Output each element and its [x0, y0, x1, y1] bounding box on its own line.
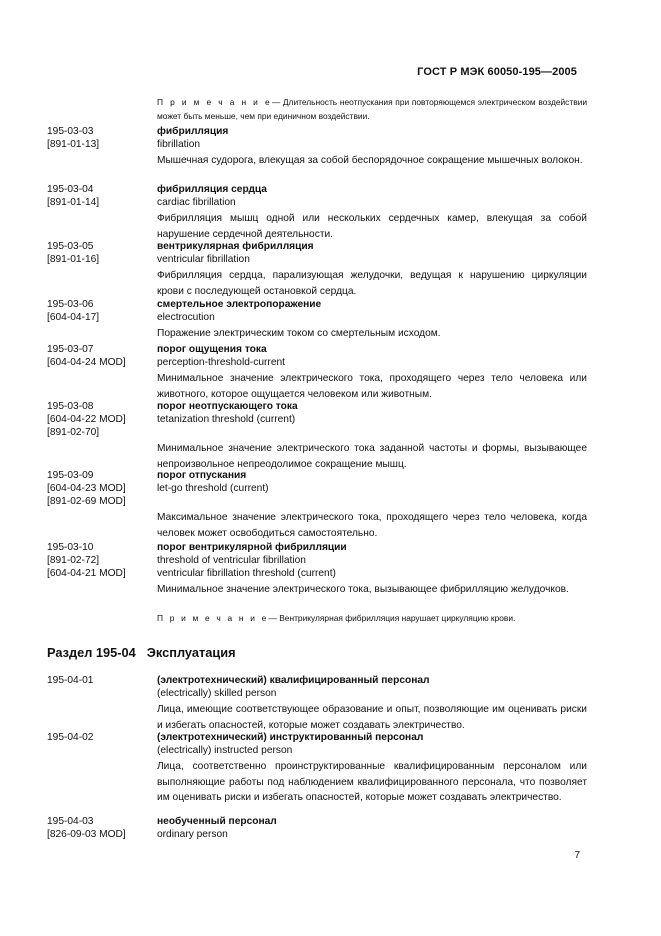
- term-ref: [891-01-16]: [47, 254, 100, 265]
- term-en: electrocution: [157, 312, 215, 323]
- page-number: 7: [574, 850, 580, 861]
- term-ref: [891-02-70]: [47, 427, 100, 438]
- term-en: perception-threshold-current: [157, 357, 285, 368]
- section-heading: [47, 645, 247, 660]
- term-ref: [604-04-24 MOD]: [47, 357, 126, 368]
- term-ref: [891-01-13]: [47, 139, 100, 150]
- term-ref: [604-04-23 MOD]: [47, 483, 126, 494]
- term-en: fibrillation: [157, 139, 201, 150]
- term-definition: Фибрилляция сердца, парализующая желудочки, ведущая к нарушению циркуляции крови с последующей остановкой сердца.: [157, 270, 587, 297]
- document-header: ГОСТ Р МЭК 60050-195—2005: [417, 66, 577, 78]
- term-definition: Поражение электрическим током со смертельным исходом.: [157, 328, 441, 339]
- term-en: let-go threshold (current): [157, 483, 269, 494]
- term-definition: Мышечная судорога, влекущая за собой беспорядочное сокращение мышечных волокон.: [157, 155, 583, 166]
- term-en: (electrically) skilled person: [157, 688, 277, 699]
- term-code: 195-03-08: [47, 401, 94, 412]
- term-code: 195-03-03: [47, 126, 94, 137]
- term-ref: [604-04-17]: [47, 312, 100, 323]
- term-code: 195-03-09: [47, 470, 94, 481]
- note-text: — Длительность неотпускания при повторяющемся электрическом воздействии может быть меньше, чем при единичном воздействии.: [157, 97, 587, 121]
- term-en: ventricular fibrillation threshold (current): [157, 568, 336, 579]
- term-en: threshold of ventricular fibrillation: [157, 555, 306, 566]
- term-en: ventricular fibrillation: [157, 254, 250, 265]
- term-ref: [604-04-21 MOD]: [47, 568, 126, 579]
- term-definition: Минимальное значение электрического тока, вызывающее фибрилляцию желудочков.: [157, 584, 569, 595]
- term-code: 195-04-02: [47, 732, 94, 743]
- term-ru: фибрилляция: [157, 126, 229, 137]
- term-en: cardiac fibrillation: [157, 197, 236, 208]
- term-definition: Лица, соответственно проинструктированные квалифицированным персоналом или выполняющие работы под наблюдением квалифицированного персонала, что позволяет им оценивать риски и избегать опасностей, которые может создавать электричество.: [157, 761, 587, 803]
- term-ru: порог неотпускающего тока: [157, 401, 298, 412]
- term-ru: фибрилляция сердца: [157, 184, 267, 195]
- term-ref: [604-04-22 MOD]: [47, 414, 126, 425]
- term-en: ordinary person: [157, 829, 228, 840]
- note-label: П р и м е ч а н и е: [157, 613, 269, 623]
- term-code: 195-04-03: [47, 816, 94, 827]
- term-definition: Фибрилляция мышц одной или нескольких сердечных камер, влекущая за собой нарушение сердечной деятельности.: [157, 213, 587, 240]
- term-definition: Минимальное значение электрического тока, проходящего через тело человека или животного, которое ощущается человеком или животным.: [157, 373, 587, 400]
- term-definition: Лица, имеющие соответствующее образование и опыт, позволяющие им оценивать риски и избегать опасностей, которые может создавать электричество.: [157, 704, 587, 731]
- term-en: (electrically) instructed person: [157, 745, 293, 756]
- term-ru: вентрикулярная фибрилляция: [157, 241, 314, 252]
- section-title: Эксплуатация: [146, 645, 236, 660]
- term-ru: порог отпускания: [157, 470, 247, 481]
- term-ref: [826-09-03 MOD]: [47, 829, 126, 840]
- term-definition: Максимальное значение электрического тока, проходящего через тело человека, когда человек может освободиться самостоятельно.: [157, 512, 587, 539]
- term-ref: [891-01-14]: [47, 197, 100, 208]
- term-code: 195-03-04: [47, 184, 94, 195]
- note-text: — Вентрикулярная фибрилляция нарушает циркуляцию крови.: [268, 613, 516, 623]
- term-ru: (электротехнический) квалифицированный персонал: [157, 675, 430, 686]
- term-code: 195-03-07: [47, 344, 94, 355]
- section-number: Раздел 195-04: [47, 645, 136, 660]
- term-code: 195-03-05: [47, 241, 94, 252]
- term-code: 195-04-01: [47, 675, 94, 686]
- term-ref: [891-02-72]: [47, 555, 100, 566]
- note-label: П р и м е ч а н и е: [157, 97, 272, 107]
- term-code: 195-03-10: [47, 542, 94, 553]
- term-code: 195-03-06: [47, 299, 94, 310]
- term-definition: Минимальное значение электрического тока заданной частоты и формы, вызывающее непроизвольное непреодолимое сокращение мышц.: [157, 443, 587, 470]
- term-ru: порог вентрикулярной фибрилляции: [157, 542, 347, 553]
- term-en: tetanization threshold (current): [157, 414, 296, 425]
- term-ref: [891-02-69 MOD]: [47, 496, 126, 507]
- term-ru: смертельное электропоражение: [157, 299, 322, 310]
- term-ru: порог ощущения тока: [157, 344, 267, 355]
- term-ru: необученный персонал: [157, 816, 277, 827]
- term-ru: (электротехнический) инструктированный персонал: [157, 732, 424, 743]
